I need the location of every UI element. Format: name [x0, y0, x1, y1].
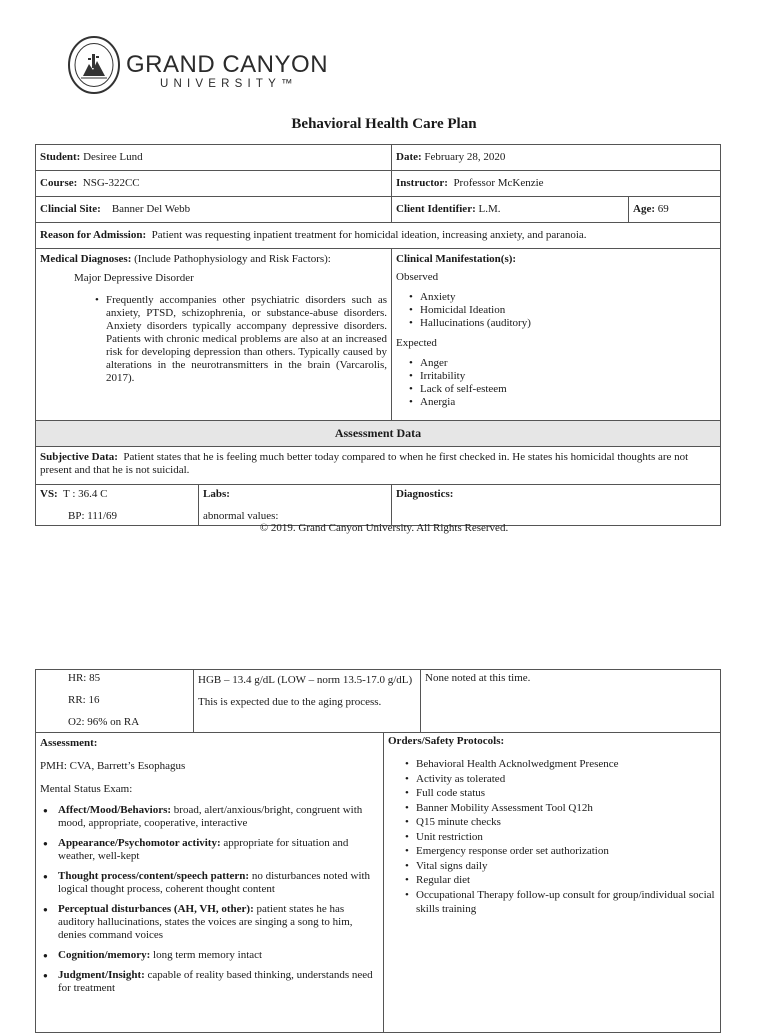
observed-item: • Homicidal Ideation [406, 304, 716, 317]
order-item: • Unit restriction [402, 830, 716, 845]
university-seal-icon [67, 34, 123, 96]
order-item: • Behavioral Health Acknolwedgment Presence [402, 757, 716, 772]
mse-item: ● Judgment/Insight: capable of reality based thinking, understands need for treatment [40, 969, 379, 995]
clinical-site-value: Banner Del Webb [111, 203, 191, 215]
date-cell: Date: February 28, 2020 [392, 145, 721, 171]
reason-value: Patient was requesting inpatient treatment for homicidal ideation, increasing anxiety, and paranoia. [151, 229, 587, 241]
reason-for-admission-cell: Reason for Admission: Patient was requesting inpatient treatment for homicidal ideation, increasing anxiety, and paranoia. [36, 223, 721, 249]
observed-label: Observed [396, 271, 439, 283]
university-name: GRAND CANYON [126, 51, 329, 78]
client-identifier-value: L.M. [478, 203, 501, 215]
primary-diagnosis: Major Depressive Disorder [74, 272, 194, 284]
orders-safety-cell: Orders/Safety Protocols: • Behavioral Health Acknolwedgment Presence • Activity as tolerated • Full code status • Banner Mobility Assessment Tool Q12h • Q15 minute checks • Unit restriction • Emergency response order set authorization • Vital signs daily • Regular diet • Occupational Therapy follow-up consult for group/individual social skills training [384, 733, 721, 1033]
order-item: • Full code status [402, 786, 716, 801]
mse-item: ● Affect/Mood/Behaviors: broad, alert/anxious/bright, congruent with mood, appropriate, cooperative, interactive [40, 804, 379, 830]
instructor-value: Professor McKenzie [453, 177, 544, 189]
expected-item: • Anergia [406, 396, 716, 409]
labs-cell: Labs: abnormal values: [199, 485, 392, 526]
expected-item: • Irritability [406, 370, 716, 383]
subjective-data-cell: Subjective Data: Patient states that he is feeling much better today compared to when he first checked in. He states his homicidal thoughts are not present and that he is not suicidal. [36, 447, 721, 485]
labs-continued-cell [194, 670, 421, 733]
course-value: NSG-322CC [82, 177, 140, 189]
instructor-cell: Instructor: Professor McKenzie [392, 171, 721, 197]
university-subtitle: UNIVERSITY™ [160, 78, 298, 90]
vital-signs-cell: VS: T : 36.4 C BP: 111/69 [36, 485, 199, 526]
mse-item: ● Perceptual disturbances (AH, VH, other): patient states he has auditory hallucinations, states the voices are singing a song to him, denies command voices [40, 903, 379, 942]
age-cell: Age: 69 [629, 197, 721, 223]
assessment-cell: Assessment: PMH: CVA, Barrett’s Esophagus Mental Status Exam: ● Affect/Mood/Behaviors: broad, alert/anxious/bright, congruent with mood, appropriate, cooperative, interactive ● Appearance/Psychomotor activity: appropriate for situation and weather, well-kept ● Thought process/content/speech pattern: no disturbances noted with logical thought process, coherent thought content ● Perceptual disturbances (AH, VH, other): patient states he has auditory hallucinations, states the voices are singing a song to him, denies command voices ● Cognition/memory: long term memory intact ● Judgment/Insight: capable of reality based thinking, understands need for treatment [36, 733, 384, 1033]
mse-item: ● Thought process/content/speech pattern: no disturbances noted with logical thought process, coherent thought content [40, 870, 379, 896]
clinical-site-cell: Clincial Site: Banner Del Webb [36, 197, 392, 223]
diagnoses-hint: (Include Pathophysiology and Risk Factors): [134, 253, 331, 265]
expected-item: • Lack of self-esteem [406, 383, 716, 396]
assessment-data-heading: Assessment Data [36, 421, 721, 447]
date-value: February 28, 2020 [424, 151, 506, 163]
care-plan-table-page1 [35, 144, 721, 526]
care-plan-table-page2 [35, 669, 721, 1033]
pmh-text: PMH: CVA, Barrett’s Esophagus [40, 760, 186, 772]
labs-note: This is expected due to the aging process. [198, 696, 382, 708]
order-item: • Emergency response order set authorization [402, 844, 716, 859]
university-logo [67, 34, 327, 104]
student-cell: Student: Desiree Lund [36, 145, 392, 171]
vs-rr: RR: 16 [68, 694, 100, 706]
mse-item: ● Appearance/Psychomotor activity: appropriate for situation and weather, well-kept [40, 837, 379, 863]
observed-item: • Hallucinations (auditory) [406, 317, 716, 330]
order-item: • Banner Mobility Assessment Tool Q12h [402, 801, 716, 816]
vs-hr: HR: 85 [68, 672, 101, 684]
expected-label: Expected [396, 337, 437, 349]
labs-hgb: HGB – 13.4 g/dL (LOW – norm 13.5-17.0 g/dL) [198, 674, 413, 686]
labs-abnormal-label: abnormal values: [203, 510, 279, 522]
vs-o2: O2: 96% on RA [68, 716, 140, 728]
diagnostics-continued-cell [421, 670, 721, 733]
course-cell: Course: NSG-322CC [36, 171, 392, 197]
medical-diagnoses-cell: Medical Diagnoses: (Include Pathophysiology and Risk Factors): Major Depressive Disorder • Frequently accompanies other psychiatric disorders such as anxiety, PTSD, schizophrenia, or substance-abuse disorders. Anxiety disorders typically accompany depressive disorders. Patients with chronic medical problems are also at an increased risk for developing depression than others. Typically caused by alterations in the neurotransmitters in the brain (Varcarolis, 2017). [36, 249, 392, 421]
copyright-footer: © 2019. Grand Canyon University. All Rights Reserved. [259, 522, 509, 534]
order-item: • Q15 minute checks [402, 815, 716, 830]
student-value: Desiree Lund [83, 151, 143, 163]
vs-bp: BP: 111/69 [68, 510, 118, 522]
clinical-manifestations-cell: Clinical Manifestation(s): Observed • Anxiety • Homicidal Ideation • Hallucinations (auditory) Expected • Anger • Irritability • Lack of self-esteem • Anergia [392, 249, 721, 421]
mse-item: ● Cognition/memory: long term memory intact [40, 949, 379, 962]
mental-status-exam-label: Mental Status Exam: [40, 783, 133, 795]
vs-temp: T : 36.4 C [63, 488, 108, 500]
diagnosis-detail: • Frequently accompanies other psychiatric disorders such as anxiety, PTSD, schizophrenia, or substance-abuse disorders. Anxiety disorders typically accompany depressive disorders. Patients with chronic medical problems are also at an increased risk for developing depression than others. Typically caused by alterations in the neurotransmitters in the brain (Varcarolis, 2017). [92, 294, 387, 385]
client-identifier-cell: Client Identifier: L.M. [392, 197, 629, 223]
age-value: 69 [657, 203, 669, 215]
diagnostics-value: None noted at this time. [425, 672, 531, 684]
order-item: • Regular diet [402, 873, 716, 888]
expected-item: • Anger [406, 357, 716, 370]
diagnostics-cell: Diagnostics: [392, 485, 721, 526]
order-item: • Occupational Therapy follow-up consult for group/individual social skills training [402, 888, 716, 917]
observed-item: • Anxiety [406, 291, 716, 304]
document-title: Behavioral Health Care Plan [291, 116, 477, 132]
vital-signs-continued-cell [36, 670, 194, 733]
order-item: • Activity as tolerated [402, 772, 716, 787]
order-item: • Vital signs daily [402, 859, 716, 874]
subjective-value: Patient states that he is feeling much better today compared to when he first checked in. He states his homicidal thoughts are not present and that he is not suicidal. [40, 451, 689, 476]
